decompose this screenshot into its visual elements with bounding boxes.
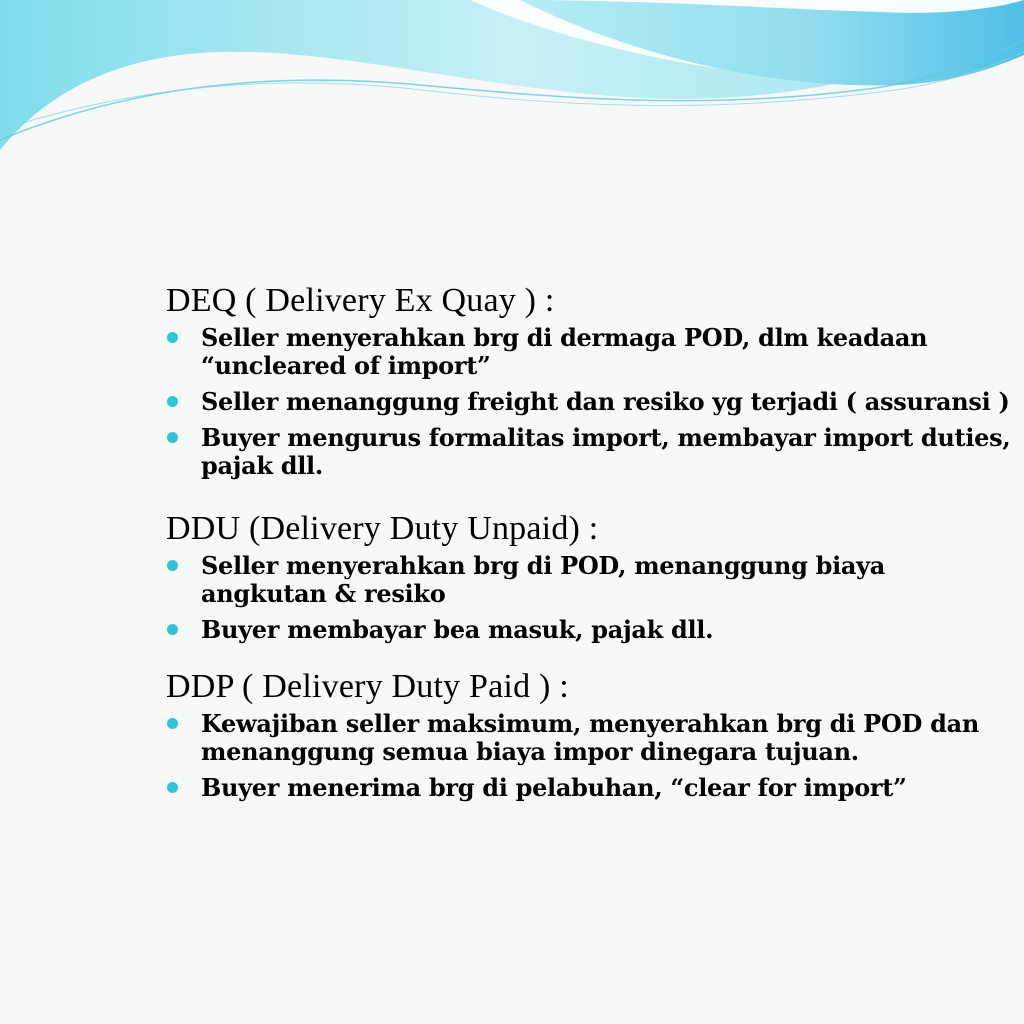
bullet-list	[166, 710, 1016, 802]
bullet-dot-icon	[167, 332, 178, 343]
bullet-item	[166, 710, 1016, 766]
section-heading: DDP ( Delivery Duty Paid ) :	[166, 668, 569, 705]
bullet-list	[166, 552, 1016, 644]
bullet-item	[166, 552, 1016, 608]
bullet-list	[166, 324, 1016, 480]
bullet-text: Seller menyerahkan brg di dermaga POD, dlm keadaan “uncleared of import”	[201, 323, 928, 380]
bullet-dot-icon	[167, 718, 178, 729]
bullet-item	[166, 388, 1016, 416]
bullet-text: Kewajiban seller maksimum, menyerahkan brg di POD dan menanggung semua biaya impor dinegara tujuan.	[201, 709, 979, 766]
section-heading: DEQ ( Delivery Ex Quay ) :	[166, 282, 555, 319]
bullet-text: Buyer mengurus formalitas import, membayar import duties, pajak dll.	[201, 423, 1011, 480]
section-ddp	[166, 668, 1016, 802]
bullet-dot-icon	[167, 624, 178, 635]
bullet-dot-icon	[167, 396, 178, 407]
header-wave-decoration	[0, 0, 1024, 170]
bullet-dot-icon	[167, 560, 178, 571]
bullet-dot-icon	[167, 782, 178, 793]
bullet-item	[166, 774, 1016, 802]
section-heading: DDU (Delivery Duty Unpaid) :	[166, 510, 599, 547]
bullet-text: Seller menanggung freight dan resiko yg terjadi ( assuransi )	[201, 387, 1010, 416]
section-ddu	[166, 510, 1016, 644]
bullet-text: Buyer menerima brg di pelabuhan, “clear for import”	[201, 773, 907, 802]
bullet-item	[166, 616, 1016, 644]
bullet-text: Buyer membayar bea masuk, pajak dll.	[201, 615, 714, 644]
bullet-item	[166, 324, 1016, 380]
bullet-dot-icon	[167, 432, 178, 443]
bullet-text: Seller menyerahkan brg di POD, menanggung biaya angkutan & resiko	[201, 551, 886, 608]
slide-content	[166, 282, 1016, 810]
section-deq	[166, 282, 1016, 480]
bullet-item	[166, 424, 1016, 480]
